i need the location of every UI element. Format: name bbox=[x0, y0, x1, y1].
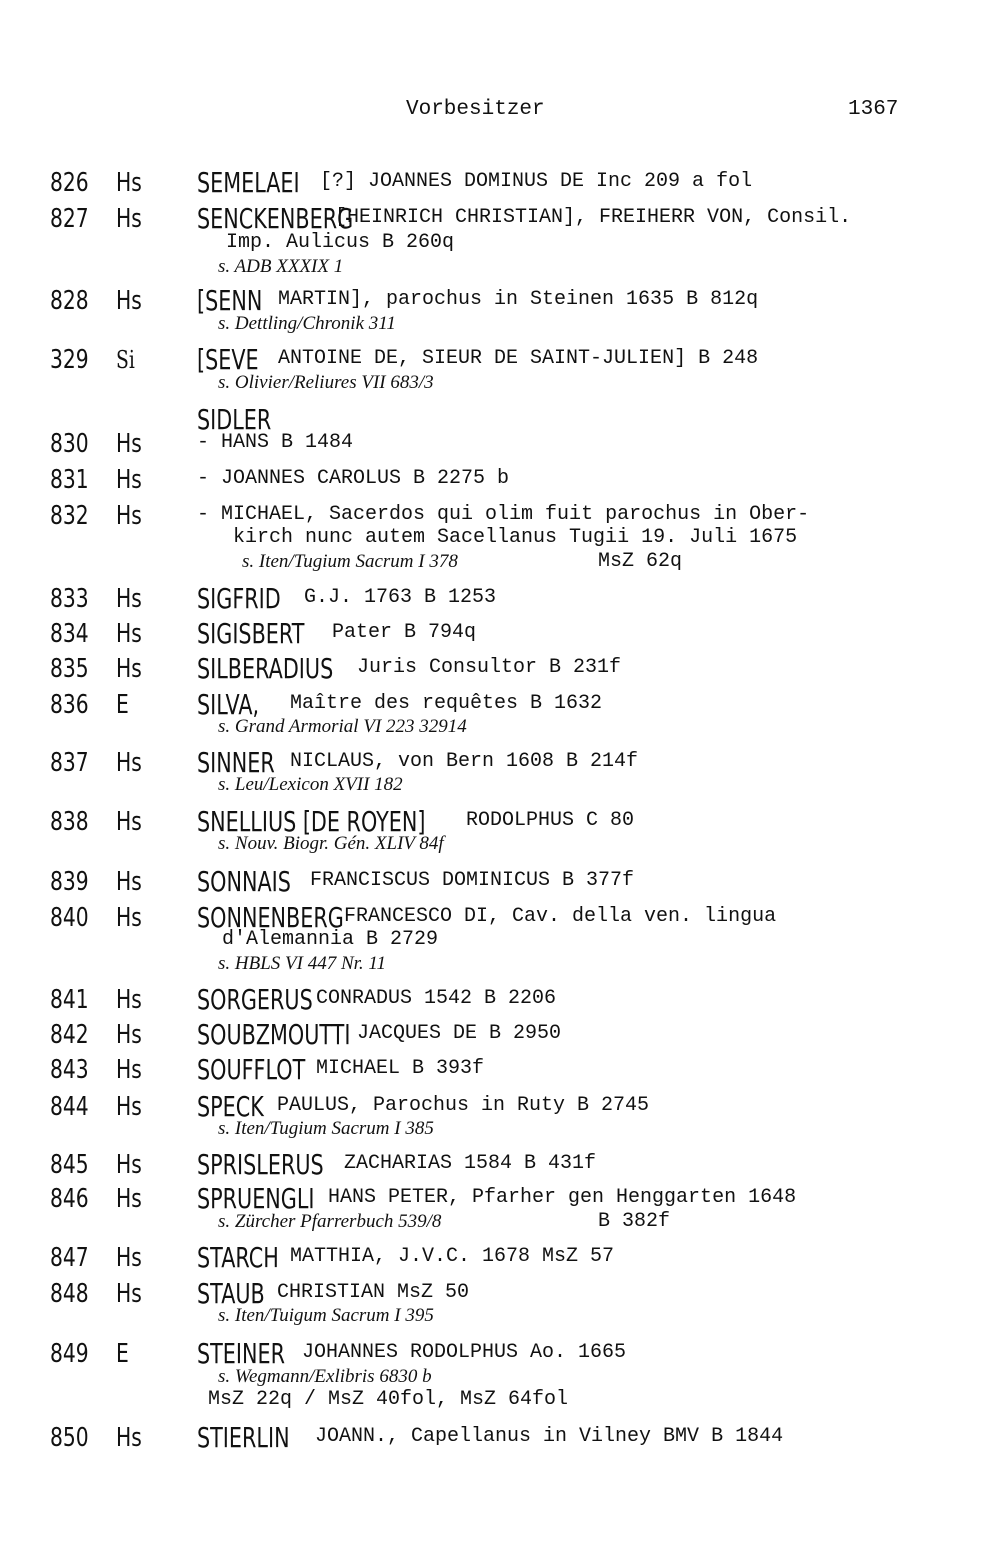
entry-text: RODOLPHUS C 80 bbox=[466, 809, 635, 832]
entry-text: - MICHAEL, Sacerdos qui olim fuit parochus in Ober- bbox=[197, 503, 810, 526]
entry-name: STIERLIN bbox=[197, 1421, 290, 1454]
entry-reference: s. Iten/Tuigum Sacrum I 395 bbox=[218, 1305, 434, 1326]
entry-name: SIGISBERT bbox=[197, 617, 305, 650]
entry-type: Hs bbox=[116, 985, 142, 1015]
entry-number: 827 bbox=[50, 204, 89, 234]
entry-name: SILBERADIUS bbox=[197, 652, 334, 685]
entry-text: MICHAEL B 393f bbox=[316, 1057, 485, 1080]
entry-type: E bbox=[116, 690, 129, 720]
entry-number: 835 bbox=[50, 654, 89, 684]
entry-text: Maître des requêtes B 1632 bbox=[290, 692, 603, 715]
entry-name: [SEVE bbox=[197, 343, 259, 376]
entry-number: 828 bbox=[50, 286, 89, 316]
entry-text: G.J. 1763 B 1253 bbox=[304, 586, 497, 609]
entry-type: Hs bbox=[116, 1423, 142, 1453]
entry-text: Juris Consultor B 231f bbox=[357, 656, 622, 679]
entry-text: [HEINRICH CHRISTIAN], FREIHERR VON, Consil. bbox=[335, 206, 852, 229]
entry-name: SNELLIUS [DE ROYEN] bbox=[197, 805, 426, 838]
entry-text: ANTOINE DE, SIEUR DE SAINT-JULIEN] B 248 bbox=[278, 347, 759, 370]
entry-name: SEMELAEI bbox=[197, 166, 300, 199]
entry-text: JACQUES DE B 2950 bbox=[357, 1022, 562, 1045]
entry-number: 841 bbox=[50, 985, 89, 1015]
entry-number: 843 bbox=[50, 1055, 89, 1085]
entry-type: Hs bbox=[116, 429, 142, 459]
entry-text: CHRISTIAN MsZ 50 bbox=[277, 1281, 470, 1304]
entry-name: SILVA, bbox=[197, 688, 260, 721]
entry-number: 826 bbox=[50, 168, 89, 198]
entry-type: Hs bbox=[116, 1243, 142, 1273]
entry-number: 837 bbox=[50, 748, 89, 778]
entry-reference: s. Iten/Tugium Sacrum I 385 bbox=[218, 1118, 434, 1139]
entry-reference: s. Nouv. Biogr. Gén. XLIV 84f bbox=[218, 833, 444, 854]
entry-text: JOHANNES RODOLPHUS Ao. 1665 bbox=[302, 1341, 627, 1364]
entry-name: SONNENBERG bbox=[197, 901, 344, 934]
entry-continuation: kirch nunc autem Sacellanus Tugii 19. Juli 1675 bbox=[233, 526, 798, 549]
entry-reference: s. ADB XXXIX 1 bbox=[218, 256, 344, 277]
entry-number: 834 bbox=[50, 619, 89, 649]
entry-number: 836 bbox=[50, 690, 89, 720]
entry-number: 847 bbox=[50, 1243, 89, 1273]
entry-number: 838 bbox=[50, 807, 89, 837]
entry-name: SPECK bbox=[197, 1090, 264, 1123]
entry-text: FRANCESCO DI, Cav. della ven. lingua bbox=[344, 905, 777, 928]
entry-name: SIGFRID bbox=[197, 582, 281, 615]
entry-text: JOANN., Capellanus in Vilney BMV B 1844 bbox=[315, 1425, 784, 1448]
entry-type: Hs bbox=[116, 1184, 142, 1214]
entry-continuation: d'Alemannia B 2729 bbox=[222, 928, 439, 951]
page-header bbox=[0, 98, 1000, 128]
entry-text: HANS PETER, Pfarher gen Henggarten 1648 bbox=[328, 1186, 797, 1209]
entry-text: - HANS B 1484 bbox=[197, 431, 354, 454]
entry-text: NICLAUS, von Bern 1608 B 214f bbox=[290, 750, 639, 773]
entry-shelfmark: B 382f bbox=[598, 1210, 671, 1233]
entry-name: SOUBZMOUTTI bbox=[197, 1018, 351, 1051]
entry-shelfmark: MsZ 62q bbox=[598, 550, 683, 573]
entry-name: SPRISLERUS bbox=[197, 1148, 324, 1181]
entry-number: 832 bbox=[50, 501, 89, 531]
entry-number: 839 bbox=[50, 867, 89, 897]
entry-number: 849 bbox=[50, 1339, 89, 1369]
entry-type: Hs bbox=[116, 867, 142, 897]
entry-name: SINNER bbox=[197, 746, 275, 779]
page-number: 1367 bbox=[848, 98, 899, 121]
entry-reference: s. Zürcher Pfarrerbuch 539/8 bbox=[218, 1211, 442, 1232]
entry-reference: s. Olivier/Reliures VII 683/3 bbox=[218, 372, 434, 393]
entry-number: 848 bbox=[50, 1279, 89, 1309]
entry-type: Hs bbox=[116, 584, 142, 614]
entry-type: Hs bbox=[116, 1279, 142, 1309]
entry-type: Hs bbox=[116, 1055, 142, 1085]
entry-type: Hs bbox=[116, 1020, 142, 1050]
entry-type: Hs bbox=[116, 168, 142, 198]
entry-text: [?] JOANNES DOMINUS DE Inc 209 a fol bbox=[320, 170, 753, 193]
entry-reference: s. Leu/Lexicon XVII 182 bbox=[218, 774, 403, 795]
running-title: Vorbesitzer bbox=[406, 98, 545, 121]
entry-name: STARCH bbox=[197, 1241, 279, 1274]
entry-type: Hs bbox=[116, 1150, 142, 1180]
entry-type: Hs bbox=[116, 619, 142, 649]
entry-number: 830 bbox=[50, 429, 89, 459]
entry-number: 831 bbox=[50, 465, 89, 495]
entry-name: STEINER bbox=[197, 1337, 286, 1370]
entry-reference: s. Wegmann/Exlibris 6830 b bbox=[218, 1366, 432, 1387]
entry-type: Hs bbox=[116, 903, 142, 933]
entry-reference: s. Iten/Tugium Sacrum I 378 bbox=[242, 551, 458, 572]
entry-number: 842 bbox=[50, 1020, 89, 1050]
entry-name: SENCKENBERG bbox=[197, 202, 354, 235]
entry-number: 844 bbox=[50, 1092, 89, 1122]
entry-text: MARTIN], parochus in Steinen 1635 B 812q bbox=[278, 288, 759, 311]
entry-text: ZACHARIAS 1584 B 431f bbox=[344, 1152, 597, 1175]
entry-name: SORGERUS bbox=[197, 983, 313, 1016]
entry-type: Hs bbox=[116, 1092, 142, 1122]
entry-reference: s. HBLS VI 447 Nr. 11 bbox=[218, 953, 387, 974]
entry-text: MATTHIA, J.V.C. 1678 MsZ 57 bbox=[290, 1245, 615, 1268]
entry-number: 845 bbox=[50, 1150, 89, 1180]
entry-number: 840 bbox=[50, 903, 89, 933]
entry-name: SPRUENGLI bbox=[197, 1182, 315, 1215]
entry-type: Hs bbox=[116, 654, 142, 684]
entry-name: STAUB bbox=[197, 1277, 265, 1310]
entry-name: SOUFFLOT bbox=[197, 1053, 306, 1086]
entry-number: 833 bbox=[50, 584, 89, 614]
entry-text: PAULUS, Parochus in Ruty B 2745 bbox=[277, 1094, 650, 1117]
entry-number: 850 bbox=[50, 1423, 89, 1453]
entry-name: [SENN bbox=[197, 284, 263, 317]
entry-text: Pater B 794q bbox=[332, 621, 477, 644]
entry-text: CONRADUS 1542 B 2206 bbox=[316, 987, 557, 1010]
entry-name: SONNAIS bbox=[197, 865, 291, 898]
entry-type: Hs bbox=[116, 748, 142, 778]
entry-type: Hs bbox=[116, 204, 142, 234]
entry-text: FRANCISCUS DOMINICUS B 377f bbox=[310, 869, 635, 892]
entry-type: Si bbox=[116, 346, 135, 374]
entry-continuation: Imp. Aulicus B 260q bbox=[226, 231, 455, 254]
entry-type: E bbox=[116, 1339, 129, 1369]
entry-reference: s. Grand Armorial VI 223 32914 bbox=[218, 716, 467, 737]
entry-type: Hs bbox=[116, 465, 142, 495]
entry-number: 846 bbox=[50, 1184, 89, 1214]
entry-reference: s. Dettling/Chronik 311 bbox=[218, 313, 396, 334]
entry-type: Hs bbox=[116, 286, 142, 316]
entry-type: Hs bbox=[116, 807, 142, 837]
entry-type: Hs bbox=[116, 501, 142, 531]
entry-text: - JOANNES CAROLUS B 2275 b bbox=[197, 467, 510, 490]
entry-shelfmarks: MsZ 22q / MsZ 40fol, MsZ 64fol bbox=[208, 1388, 569, 1411]
entry-number: 329 bbox=[50, 345, 89, 375]
group-heading: SIDLER bbox=[197, 403, 272, 436]
